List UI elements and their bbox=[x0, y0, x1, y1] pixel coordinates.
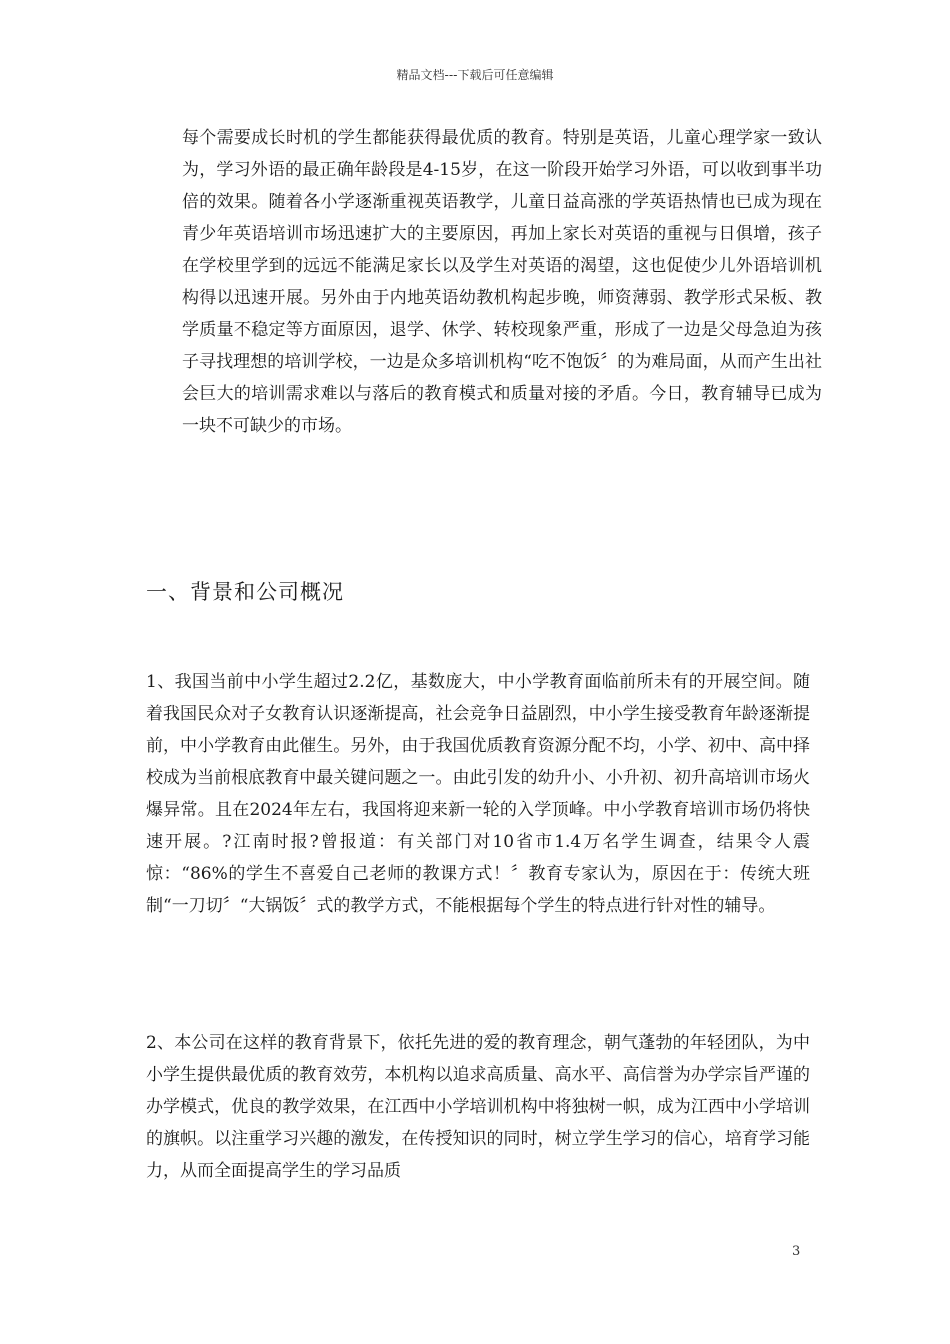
section-heading: 一、背景和公司概况 bbox=[146, 580, 344, 604]
paragraph-2: 2、本公司在这样的教育背景下，依托先进的爱的教育理念，朝气蓬勃的年轻团队，为中小学生提供最优质的教育效劳，本机构以追求高质量、高水平、高信誉为办学宗旨严谨的办学模式，优良的教学效果，在江西中小学培训机构中将独树一帜，成为江西中小学培训的旗帜。以注重学习兴趣的激发，在传授知识的同时，树立学生学习的信心，培育学习能力，从而全面提高学生的学习品质 bbox=[146, 1033, 810, 1181]
intro-paragraph: 每个需要成长时机的学生都能获得最优质的教育。特别是英语，儿童心理学家一致认为，学习外语的最正确年龄段是4-15岁，在这一阶段开始学习外语，可以收到事半功倍的效果。随着各小学逐渐重视英语教学，儿童日益高涨的学英语热情也已成为现在青少年英语培训市场迅速扩大的主要原因，再加上家长对英语的重视与日俱增，孩子在学校里学到的远远不能满足家长以及学生对英语的渴望，这也促使少儿外语培训机构得以迅速开展。另外由于内地英语幼教机构起步晚，师资薄弱、教学形式呆板、教学质量不稳定等方面原因，退学、休学、转校现象严重，形成了一边是父母急迫为孩子寻找理想的培训学校，一边是众多培训机构“吃不饱饭〞的为难局面，从而产生出社会巨大的培训需求难以与落后的教育模式和质量对接的矛盾。今日，教育辅导已成为一块不可缺少的市场。 bbox=[182, 128, 822, 436]
page-number: 3 bbox=[792, 1244, 801, 1259]
page-header: 精品文档---下载后可任意编辑 bbox=[396, 68, 554, 82]
paragraph-1: 1、我国当前中小学生超过2.2亿，基数庞大，中小学教育面临前所未有的开展空间。随着我国民众对子女教育认识逐渐提高，社会竞争日益剧烈，中小学生接受教育年龄逐渐提前，中小学教育由此催生。另外，由于我国优质教育资源分配不均，小学、初中、高中择校成为当前根底教育中最关键问题之一。由此引发的幼升小、小升初、初升高培训市场火爆异常。且在2024年左右，我国将迎来新一轮的入学顶峰。中小学教育培训市场仍将快速开展。?江南时报?曾报道：有关部门对10省市1.4万名学生调查，结果令人震惊：“86%的学生不喜爱自己老师的教课方式！〞教育专家认为，原因在于：传统大班制“一刀切〞“大锅饭〞式的教学方式，不能根据每个学生的特点进行针对性的辅导。 bbox=[146, 672, 810, 916]
